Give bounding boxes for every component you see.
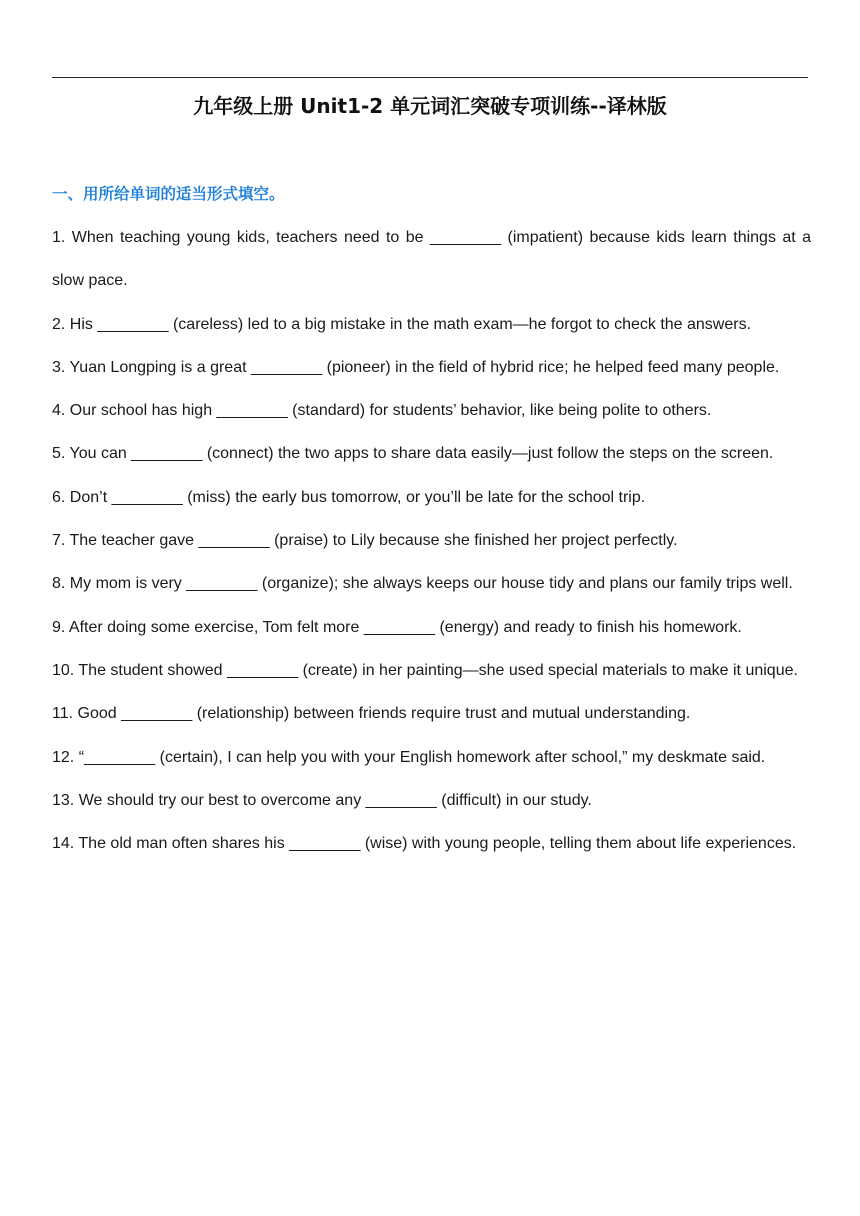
question-item: 13. We should try our best to overcome any ________ (difficult) in our study. [52,791,592,809]
document-title: 九年级上册 Unit1-2 单元词汇突破专项训练--译林版 [193,94,667,118]
header-rule [52,77,808,78]
question-item: 4. Our school has high ________ (standard) for students’ behavior, like being polite to others. [52,402,712,420]
question-item: 11. Good ________ (relationship) between friends require trust and mutual understanding. [52,705,691,723]
question-item: 6. Don’t ________ (miss) the early bus tomorrow, or you’ll be late for the school trip. [52,488,646,506]
question-item: 9. After doing some exercise, Tom felt more ________ (energy) and ready to finish his homework. [52,618,742,636]
question-item: 3. Yuan Longping is a great ________ (pioneer) in the field of hybrid rice; he helped feed many people. [52,358,780,376]
question-item: 10. The student showed ________ (create) in her painting—she used special materials to make it unique. [52,661,798,679]
question-list [52,216,811,865]
section-heading: 一、用所给单词的适当形式填空。 [52,185,285,203]
question-item: 7. The teacher gave ________ (praise) to Lily because she finished her project perfectly. [52,532,678,550]
question-item: 8. My mom is very ________ (organize); she always keeps our house tidy and plans our family trips well. [52,575,793,593]
question-item: 12. “________ (certain), I can help you with your English homework after school,” my deskmate said. [52,748,766,766]
question-item: 5. You can ________ (connect) the two apps to share data easily—just follow the steps on the screen. [52,445,774,463]
question-item: 1. When teaching young kids, teachers need to be ________ (impatient) because kids learn things at a slow pace. [52,229,811,290]
question-item: 14. The old man often shares his ________ (wise) with young people, telling them about life experiences. [52,835,797,853]
question-item: 2. His ________ (careless) led to a big mistake in the math exam—he forgot to check the answers. [52,315,752,333]
